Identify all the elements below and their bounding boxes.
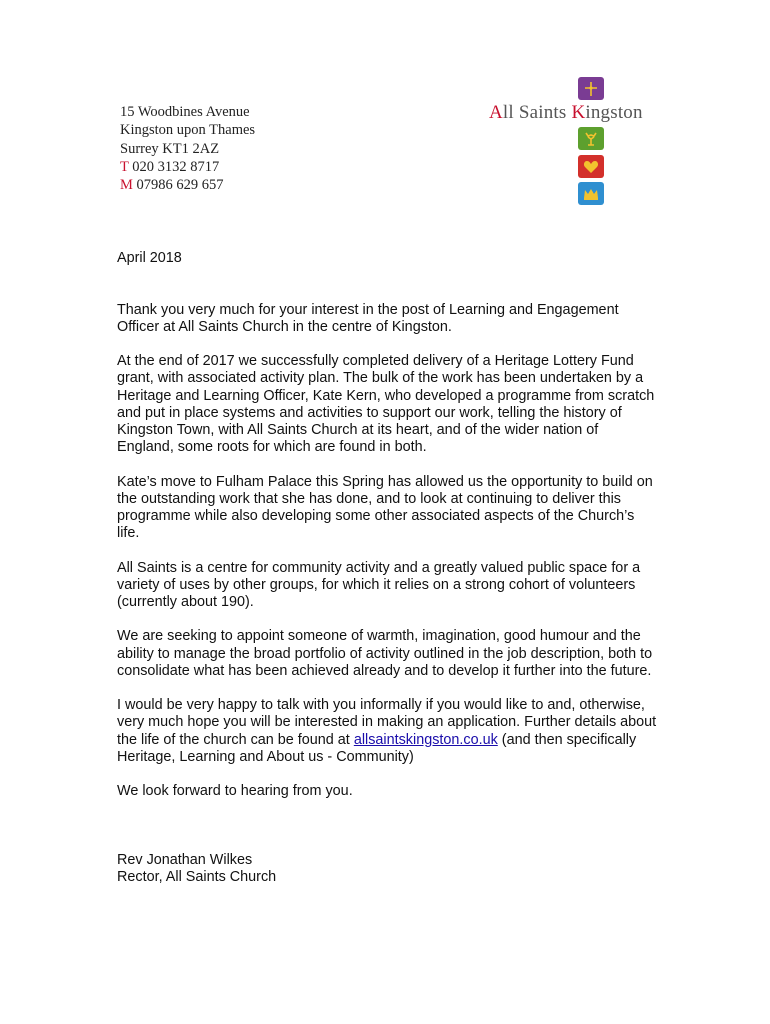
phone-number: 020 3132 8717 bbox=[132, 158, 220, 175]
heart-icon bbox=[583, 160, 599, 174]
closing-line: We look forward to hearing from you. bbox=[117, 783, 353, 800]
deer-badge-icon bbox=[578, 127, 604, 150]
letter-body bbox=[117, 250, 657, 886]
phone-line bbox=[120, 158, 255, 176]
deer-icon bbox=[582, 131, 600, 147]
paragraph-3: Kate’s move to Fulham Palace this Spring has allowed us the opportunity to build on the outstanding work that she has done, and to look at continuing to deliver this programme while also developing some other associated aspects of the Church’s life. bbox=[117, 473, 653, 542]
address-line-1: 15 Woodbines Avenue bbox=[120, 104, 250, 120]
sender-address bbox=[120, 103, 255, 194]
paragraph-6-before-link: I would be very happy to talk with you informally if you would like to and, otherwise, very much hope you will be interested in making an application. Further details about the life of the church can be found at bbox=[117, 697, 657, 748]
cross-icon bbox=[583, 81, 599, 97]
paragraph-4: All Saints is a centre for community activity and a greatly valued public space for a variety of uses by other groups, for which it relies on a strong cohort of volunteers (currently about 190). bbox=[117, 559, 641, 610]
signature-title: Rector, All Saints Church bbox=[117, 869, 277, 886]
logo-text-middle: ll Saints bbox=[502, 102, 572, 123]
crown-icon bbox=[582, 187, 600, 201]
paragraph-6 bbox=[117, 697, 657, 766]
logo-letter-a: A bbox=[489, 102, 503, 123]
logo-letter-k: K bbox=[571, 102, 586, 123]
signature-block bbox=[117, 852, 657, 886]
paragraph-1: Thank you very much for your interest in the post of Learning and Engagement Officer at All Saints Church in the centre of Kingston. bbox=[117, 301, 619, 335]
signature-name: Rev Jonathan Wilkes bbox=[117, 851, 253, 868]
mobile-label: M bbox=[120, 177, 133, 194]
heart-badge-icon bbox=[578, 155, 604, 178]
address-line-2: Kingston upon Thames bbox=[120, 122, 256, 139]
address-line-3: Surrey KT1 2AZ bbox=[120, 140, 220, 157]
paragraph-5: We are seeking to appoint someone of warmth, imagination, good humour and the ability to manage the broad portfolio of activity outlined in the job description, both to consolidate what has been achieved already and to develop it further into the future. bbox=[117, 628, 653, 679]
paragraph-6-after-link: (and then specifically Heritage, Learning and About us - Community) bbox=[117, 731, 637, 765]
phone-label: T bbox=[120, 158, 129, 175]
mobile-number: 07986 629 657 bbox=[136, 177, 224, 194]
crown-badge-icon bbox=[578, 182, 604, 205]
logo-wordmark bbox=[489, 102, 643, 124]
letter-date: April 2018 bbox=[117, 250, 182, 266]
paragraph-2: At the end of 2017 we successfully completed delivery of a Heritage Lottery Fund grant, with associated activity plan. The bulk of the work has been undertaken by a Heritage and Learning Officer, Kate Kern, who developed a programme from scratch and put in place systems and activities to support our work, telling the history of Kingston Town, with All Saints Church at its heart, and of the wider nation of England, some roots for which are found in both. bbox=[117, 353, 655, 456]
logo-text-end: ingston bbox=[585, 102, 643, 123]
website-link[interactable]: allsaintskingston.co.uk bbox=[353, 731, 498, 748]
mobile-line bbox=[120, 176, 255, 194]
cross-badge-icon bbox=[578, 77, 604, 100]
